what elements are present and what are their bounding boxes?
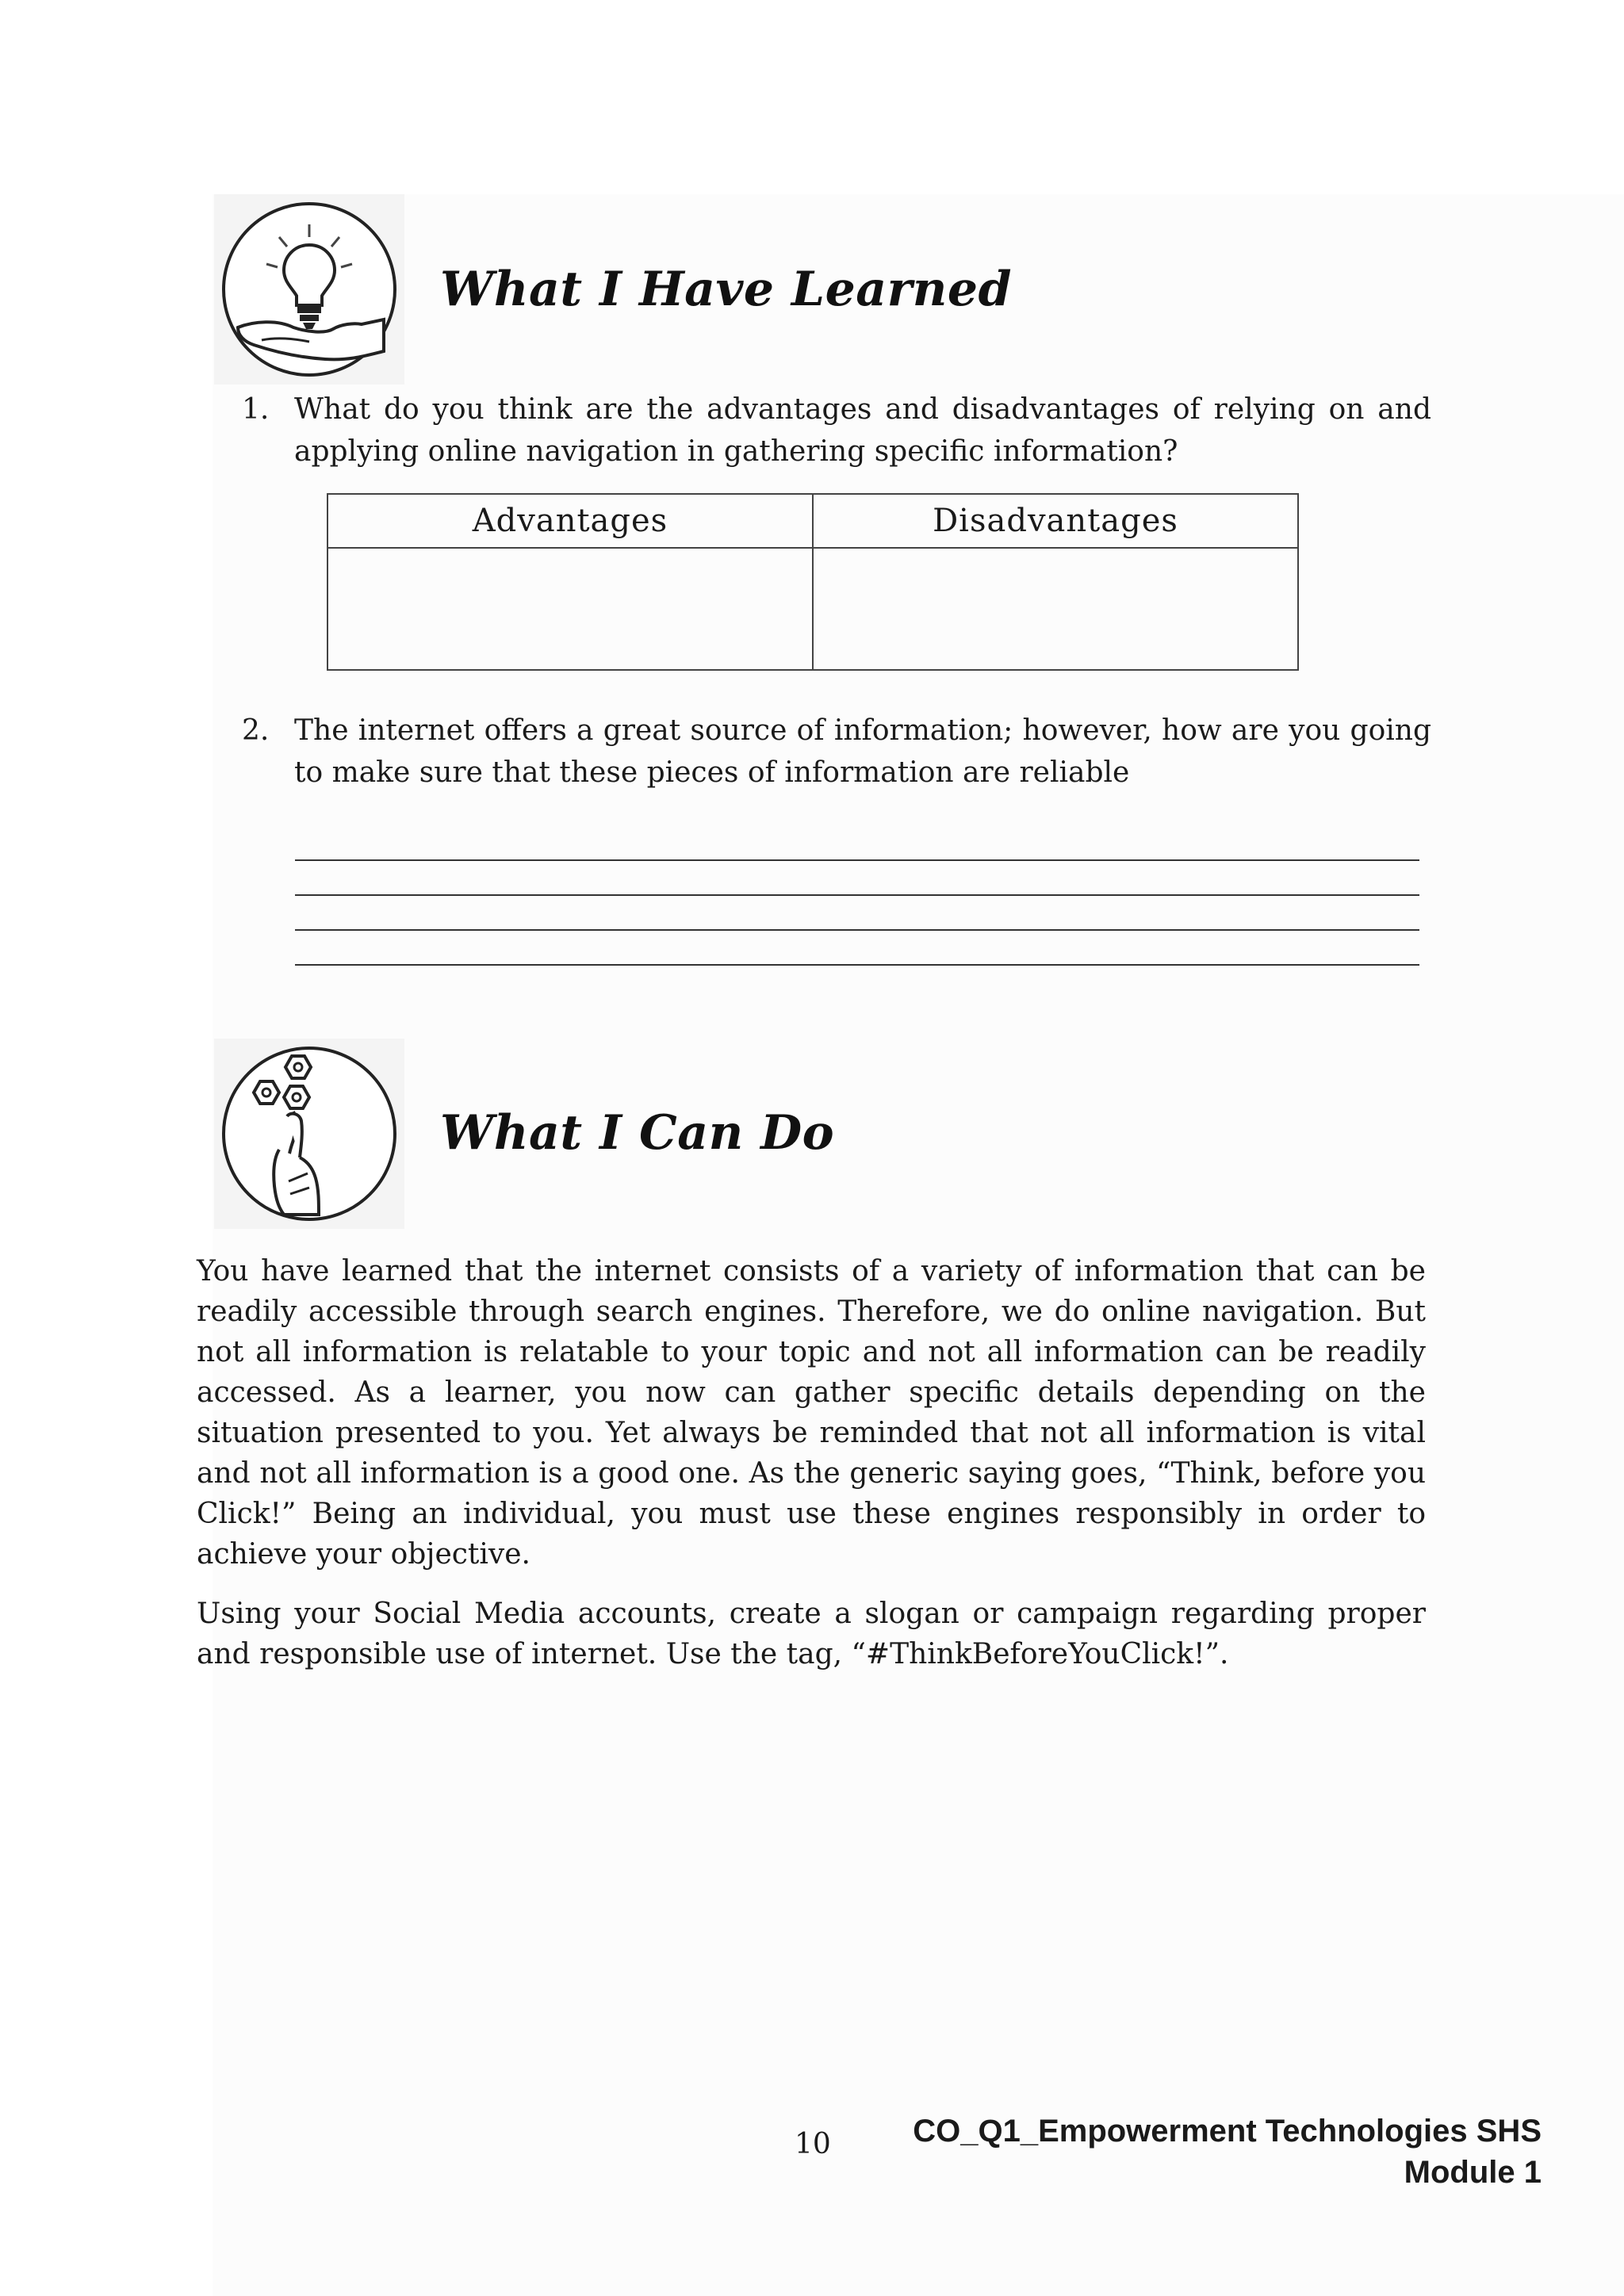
question-number: 2.	[242, 714, 270, 747]
table-row	[327, 548, 1298, 670]
answer-line[interactable]	[295, 964, 1419, 966]
answer-line[interactable]	[295, 929, 1419, 931]
gears-hand-icon	[214, 1039, 396, 1221]
question-number: 1.	[242, 393, 270, 426]
section-title-can-do: What I Can Do	[440, 1105, 835, 1161]
answer-line[interactable]	[295, 894, 1419, 896]
question-2	[242, 710, 1431, 794]
disadvantages-answer-cell[interactable]	[813, 548, 1298, 670]
advantages-disadvantages-table	[327, 493, 1299, 671]
lightbulb-hand-icon	[214, 194, 396, 377]
module-code-line-2: Module 1	[1404, 2155, 1542, 2190]
table-header-disadvantages: Disadvantages	[813, 494, 1298, 548]
module-code	[913, 2110, 1542, 2193]
question-1	[242, 388, 1431, 473]
instruction-paragraph: You have learned that the internet consists of a variety of information that can be readily accessible through search engines. Therefore, we do online navigation. But not all information is relatable to your topic and not all information can be readily accessed. As a learner, you now can gather specific details depending on the situation presented to you. Yet always be reminded that not all information is vital and not all information is a good one. As the generic saying goes, “Think, before you Click!” Being an individual, you must use these engines responsibly in order to achieve your objective.	[197, 1255, 1426, 1571]
task-paragraph: Using your Social Media accounts, create a slogan or campaign regarding proper and responsible use of internet. Use the tag, “#ThinkBeforeYouClick!”.	[197, 1598, 1426, 1670]
table-header-advantages: Advantages	[327, 494, 813, 548]
advantages-answer-cell[interactable]	[327, 548, 813, 670]
page-number: 10	[795, 2128, 831, 2160]
module-code-line-1: CO_Q1_Empowerment Technologies SHS	[913, 2114, 1542, 2149]
answer-line[interactable]	[295, 859, 1419, 861]
question-text: The internet offers a great source of information; however, how are you going to make sure that these pieces of information are reliable	[294, 714, 1431, 789]
question-text: What do you think are the advantages and disadvantages of relying on and applying online navigation in gathering specific information?	[294, 393, 1431, 468]
section-title-learned: What I Have Learned	[440, 262, 1013, 317]
